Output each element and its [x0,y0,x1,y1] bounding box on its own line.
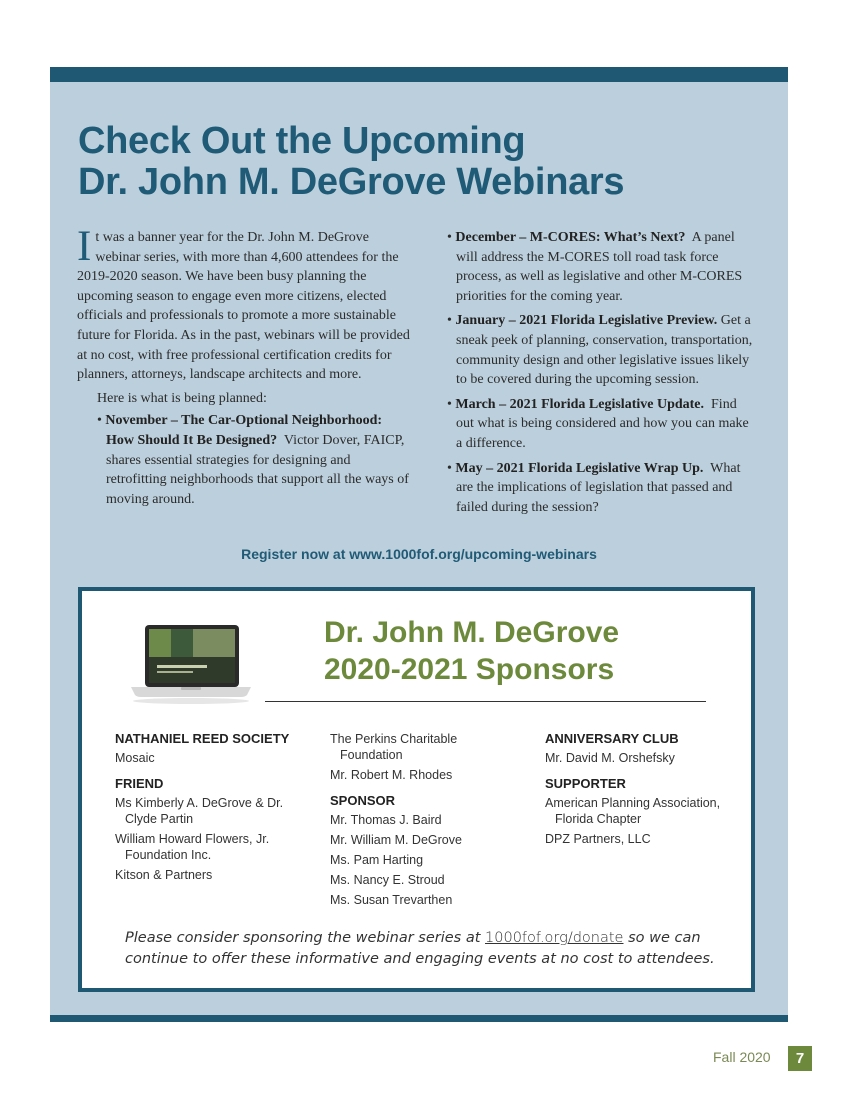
tier-heading: ANNIVERSARY CLUB [545,731,679,746]
tier-heading: SUPPORTER [545,776,626,791]
donate-note: Please consider sponsoring the webinar series at 1000fof.org/donate so we can continue to offer these informative and engaging events at no cost to attendees. [125,930,715,967]
webinar-desc: Find out what is being considered and how you can make a difference. [456,396,749,451]
tier-heading: SPONSOR [330,793,396,808]
webinar-title: January – 2021 Florida Legislative Preview. [455,313,718,329]
sponsor-name: Mr. William M. DeGrove [330,833,462,847]
sponsor-name: Mr. Robert M. Rhodes [330,768,453,782]
sponsor-name: Mosaic [115,751,155,765]
panel-top-bar [50,67,788,82]
tier-heading: FRIEND [115,776,164,791]
title-divider [265,701,706,702]
sponsors-title-line-2: 2020-2021 Sponsors [324,653,615,686]
webinar-title: November – The Car-Optional Neighborhood: How Should It Be Designed? [105,413,383,448]
sponsor-name: Mr. Thomas J. Baird [330,813,442,827]
drop-cap: I [77,223,92,270]
webinar-desc: Victor Dover, FAICP, shares essential strategies for designing and retrofitting neighborhoods that support all the ways of moving around. [106,432,409,507]
donate-link[interactable]: 1000fof.org/donate [485,930,624,946]
sponsor-column-3 [545,731,735,851]
webinar-desc: What are the implications of legislation that passed and failed during the session? [456,460,741,515]
webinar-desc: Get a sneak peek of planning, conservation, transportation, community design and other legislative issues likely to be covered during the upcoming session. [456,313,753,388]
webinar-item-november: • November – The Car-Optional Neighborhood: How Should It Be Designed? Victor Dover, FAICP, shares essential strategies for designing and retrofitting neighborhoods that support all the ways of moving around. [97,413,409,507]
sponsor-name: William Howard Flowers, Jr. Foundation Inc. [115,832,270,862]
laptop-icon [127,621,255,707]
title-line-2: Dr. John M. DeGrove Webinars [78,161,625,203]
page-title [78,121,778,203]
sponsors-title [324,614,744,688]
issue-label: Fall 2020 [713,1049,771,1065]
left-column [77,223,410,509]
sponsor-name: Ms. Nancy E. Stroud [330,873,445,887]
title-line-1: Check Out the Upcoming [78,120,526,162]
sponsor-name: Mr. David M. Orshefsky [545,751,675,765]
webinar-title: December – M-CORES: What’s Next? [455,230,686,245]
sponsor-name: Ms. Pam Harting [330,853,424,867]
sponsor-name: Kitson & Partners [115,868,213,882]
webinar-item-may: • May – 2021 Florida Legislative Wrap Up. What are the implications of legislation that passed and failed during the session? [447,460,741,515]
webinar-title: May – 2021 Florida Legislative Wrap Up. [455,460,704,476]
webinar-desc: A panel will address the M-CORES toll road task force process, as well as legislative and other M-CORES priorities for the coming year. [456,230,743,304]
intro-text: t was a banner year for the Dr. John M. DeGrove webinar series, with more than 4,600 attendees for the 2019-2020 season. We have been busy planning the upcoming season to engage even more citizens, elected officials and professionals to promote a more sustainable future for Florida. As in the past, webinars will be provided at no cost, with free professional certification credits for planners, attorneys, landscape architects and more. [77,230,410,383]
webinar-item-january: • January – 2021 Florida Legislative Preview. Get a sneak peek of planning, conservation, transportation, community design and other legislative issues likely to be covered during the upcoming session. [447,313,753,388]
sponsors-title-line-1: Dr. John M. DeGrove [324,616,620,649]
webinar-title: March – 2021 Florida Legislative Update. [455,396,705,412]
planned-label: Here is what is being planned: [97,390,267,406]
panel-bottom-bar [50,1015,788,1022]
webinar-item-december: • December – M-CORES: What’s Next? A panel will address the M-CORES toll road task force process, as well as legislative and other M-CORES priorities for the coming year. [447,230,743,304]
sponsor-name: The Perkins Charitable Foundation [330,732,458,762]
page-number: 7 [788,1046,812,1071]
sponsor-name: Ms. Susan Trevarthen [330,893,453,907]
sponsor-column-1 [115,731,315,887]
sponsor-column-2 [330,731,490,912]
webinar-panel [50,67,788,1022]
webinar-item-march: • March – 2021 Florida Legislative Update. Find out what is being considered and how you can make a difference. [447,396,749,451]
intro-paragraph [77,223,410,385]
tier-heading: NATHANIEL REED SOCIETY [115,731,290,746]
right-column [447,228,757,522]
sponsors-box [78,587,755,992]
register-link[interactable]: Register now at www.1000fof.org/upcoming-webinars [241,546,597,562]
sponsor-name: Ms Kimberly A. DeGrove & Dr. Clyde Partin [115,796,284,826]
sponsor-name: American Planning Association, Florida Chapter [545,796,721,826]
sponsor-name: DPZ Partners, LLC [545,832,651,846]
